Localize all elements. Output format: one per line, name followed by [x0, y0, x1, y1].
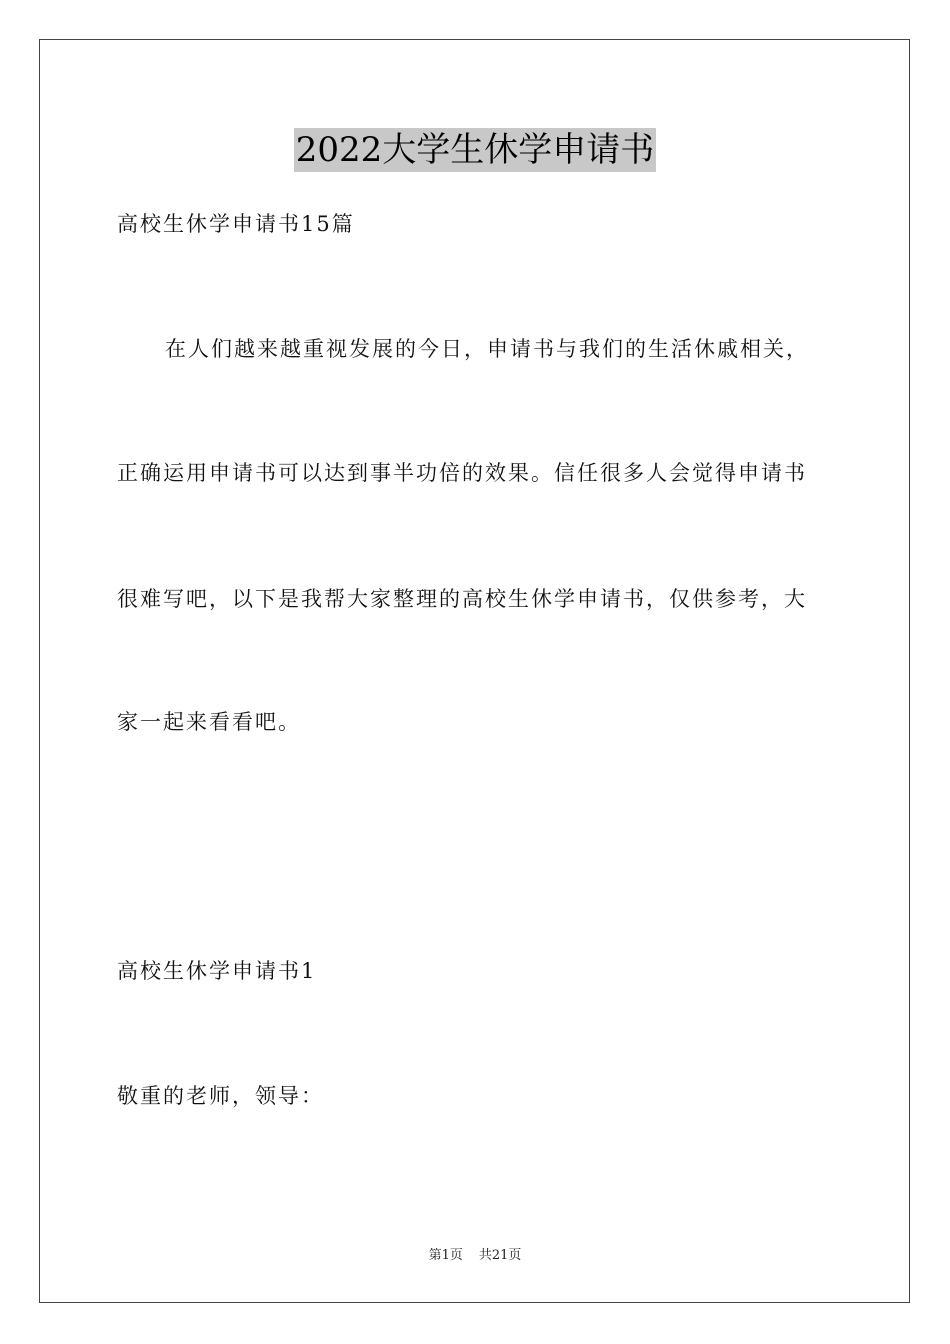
- section-heading: 高校生休学申请书1: [117, 959, 317, 983]
- page-number: 第1页: [428, 1248, 463, 1263]
- page-total: 共21页: [478, 1248, 522, 1263]
- document-title: 2022大学生休学申请书: [295, 130, 655, 170]
- intro-line-1: 在人们越来越重视发展的今日，申请书与我们的生活休戚相关，: [165, 337, 809, 361]
- salutation: 敬重的老师，领导：: [117, 1084, 324, 1108]
- intro-line-2: 正确运用申请书可以达到事半功倍的效果。信任很多人会觉得申请书: [117, 461, 807, 485]
- document-subtitle: 高校生休学申请书15篇: [117, 212, 355, 236]
- intro-line-3: 很难写吧，以下是我帮大家整理的高校生休学申请书，仅供参考，大: [117, 587, 807, 611]
- title-container: [0, 128, 950, 172]
- page-footer: [0, 1247, 950, 1265]
- intro-line-4: 家一起来看看吧。: [117, 710, 301, 734]
